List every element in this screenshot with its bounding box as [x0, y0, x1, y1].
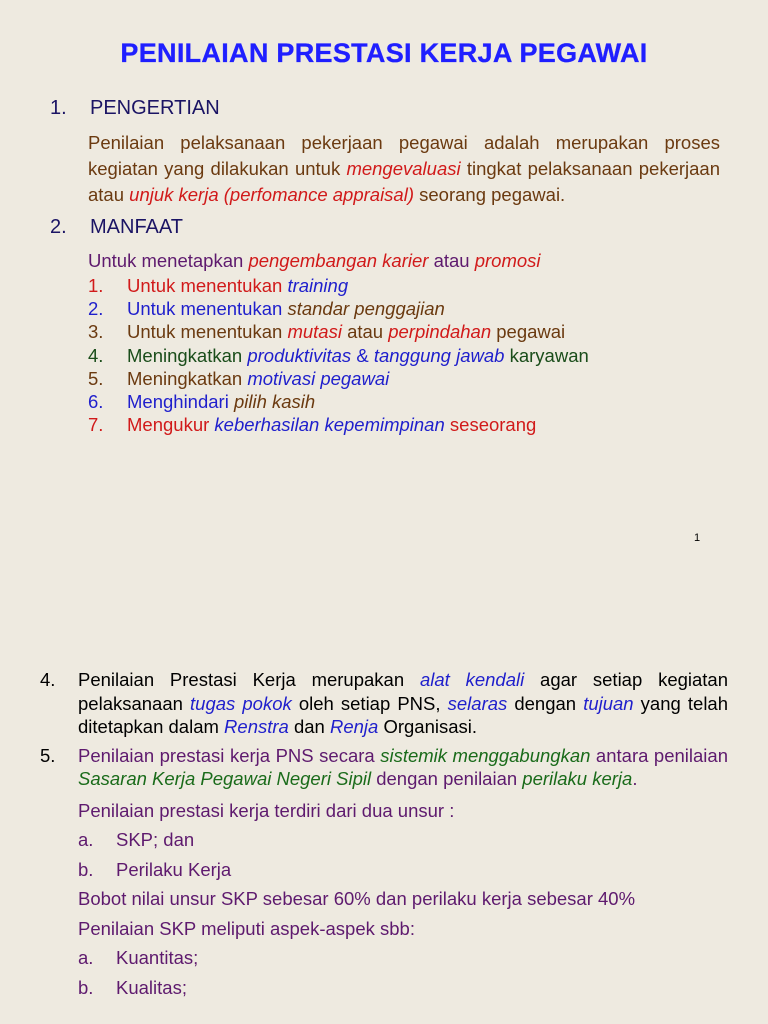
- item-number: 6.: [88, 391, 104, 413]
- aspek-intro: Penilaian SKP meliputi aspek-aspek sbb:: [78, 917, 415, 939]
- item-text: SKP; dan: [116, 829, 195, 850]
- item-number: 7.: [88, 414, 104, 436]
- item-number: 5.: [88, 367, 104, 389]
- emphasis-run: training: [287, 275, 349, 296]
- aspek-item: [40, 976, 728, 1000]
- item-number: 4.: [40, 669, 56, 690]
- emphasis-run: Sasaran Kerja Pegawai Negeri Sipil: [78, 768, 372, 789]
- emphasis-run: perilaku kerja: [522, 768, 633, 789]
- emphasis-run: unjuk kerja (perfomance appraisal): [129, 184, 414, 205]
- manfaat-item: [88, 344, 589, 367]
- emphasis-run: promosi: [474, 250, 541, 271]
- text-run: dengan: [507, 692, 584, 714]
- emphasis-run: produktivitas: [247, 344, 352, 366]
- item-text: Perilaku Kerja: [116, 858, 232, 880]
- list-item-4: [40, 668, 728, 739]
- emphasis-run: alat kendali: [419, 669, 525, 690]
- bobot-text: Bobot nilai unsur SKP sebesar 60% dan perilaku kerja sebesar 40%: [78, 888, 636, 909]
- section-title: PENGERTIAN: [90, 97, 220, 119]
- text-run: atau: [428, 250, 475, 271]
- text-run: Organisasi.: [378, 716, 478, 737]
- emphasis-run: standar penggajian: [287, 298, 445, 320]
- text-run: Untuk menetapkan: [88, 250, 249, 271]
- text-run: Penilaian prestasi kerja PNS secara: [78, 744, 381, 766]
- manfaat-list: [88, 274, 589, 436]
- text-run: Untuk menentukan: [127, 321, 288, 343]
- item-letter: a.: [78, 829, 94, 850]
- emphasis-run: tujuan: [583, 692, 634, 714]
- emphasis-run: pengembangan karier: [248, 250, 429, 271]
- text-run: agar setiap kegiatan pelaksanaan: [78, 669, 729, 714]
- text-run: Mengukur: [127, 414, 215, 436]
- aspek-item: [40, 946, 728, 970]
- pengertian-paragraph: [88, 130, 720, 208]
- text-run: .: [632, 768, 638, 789]
- list-item-5: [40, 744, 728, 791]
- manfaat-item: [88, 274, 589, 297]
- emphasis-run: perpindahan: [388, 321, 492, 343]
- item-letter: b.: [78, 858, 94, 880]
- emphasis-run: selaras: [447, 692, 508, 714]
- text-run: Penilaian Prestasi Kerja merupakan: [78, 669, 420, 690]
- page-title: PENILAIAN PRESTASI KERJA PEGAWAI: [120, 38, 648, 68]
- item-text: Kualitas;: [116, 976, 187, 998]
- manfaat-item: [88, 367, 589, 390]
- item-number: 2.: [88, 298, 104, 320]
- manfaat-item: [88, 320, 589, 343]
- item-text: Kuantitas;: [116, 947, 199, 968]
- text-run: tingkat pelaksanaan pekerjaan atau: [88, 158, 720, 205]
- section-number: 1.: [50, 97, 67, 119]
- item-number: 5.: [40, 744, 56, 766]
- text-run: Untuk menentukan: [127, 298, 288, 320]
- item-number: 1.: [88, 275, 104, 296]
- item-number: 4.: [88, 344, 104, 366]
- page-number: 1: [694, 532, 701, 544]
- text-run: Untuk menentukan: [127, 275, 288, 296]
- section-heading-pengertian: [50, 97, 220, 120]
- text-run: dan: [288, 716, 330, 737]
- slide-two-content: [40, 668, 728, 999]
- section-title: MANFAAT: [90, 216, 183, 238]
- emphasis-run: mutasi: [287, 321, 342, 343]
- text-run: Meningkatkan: [127, 367, 248, 389]
- emphasis-run: pilih kasih: [233, 391, 316, 413]
- emphasis-run: tanggung jawab: [373, 344, 505, 366]
- emphasis-run: motivasi pegawai: [247, 367, 390, 389]
- unsur-intro: Penilaian prestasi kerja terdiri dari dua unsur :: [78, 799, 455, 821]
- section-number: 2.: [50, 216, 67, 238]
- text-run: seseorang: [444, 414, 537, 436]
- emphasis-run: mengevaluasi: [346, 158, 461, 179]
- unsur-item: [40, 858, 728, 882]
- unsur-item: [40, 828, 728, 852]
- text-run: &: [351, 344, 374, 366]
- manfaat-item: [88, 297, 589, 320]
- text-run: karyawan: [504, 344, 589, 366]
- text-run: seorang pegawai.: [414, 184, 566, 205]
- section-heading-manfaat: [50, 216, 183, 239]
- emphasis-run: Renstra: [224, 716, 289, 737]
- text-run: oleh setiap PNS,: [291, 692, 448, 714]
- emphasis-run: keberhasilan kepemimpinan: [214, 414, 445, 436]
- manfaat-intro: [88, 250, 541, 272]
- text-run: Menghindari: [127, 391, 234, 413]
- item-number: 3.: [88, 321, 104, 343]
- text-run: antara penilaian: [590, 744, 728, 766]
- emphasis-run: Renja: [329, 716, 379, 737]
- emphasis-run: sistemik menggabungkan: [380, 744, 591, 766]
- manfaat-item: [88, 390, 589, 413]
- text-run: Meningkatkan: [127, 344, 248, 366]
- manfaat-item: [88, 413, 589, 436]
- text-run: yang telah ditetapkan dalam: [78, 692, 729, 737]
- text-run: pegawai: [491, 321, 566, 343]
- text-run: atau: [341, 321, 389, 343]
- text-run: dengan penilaian: [371, 768, 523, 789]
- item-letter: a.: [78, 947, 94, 968]
- emphasis-run: tugas pokok: [190, 692, 292, 714]
- item-letter: b.: [78, 976, 94, 998]
- text-run: Penilaian pelaksanaan pekerjaan pegawai adalah merupakan proses kegiatan yang dilakukan untuk: [88, 132, 720, 179]
